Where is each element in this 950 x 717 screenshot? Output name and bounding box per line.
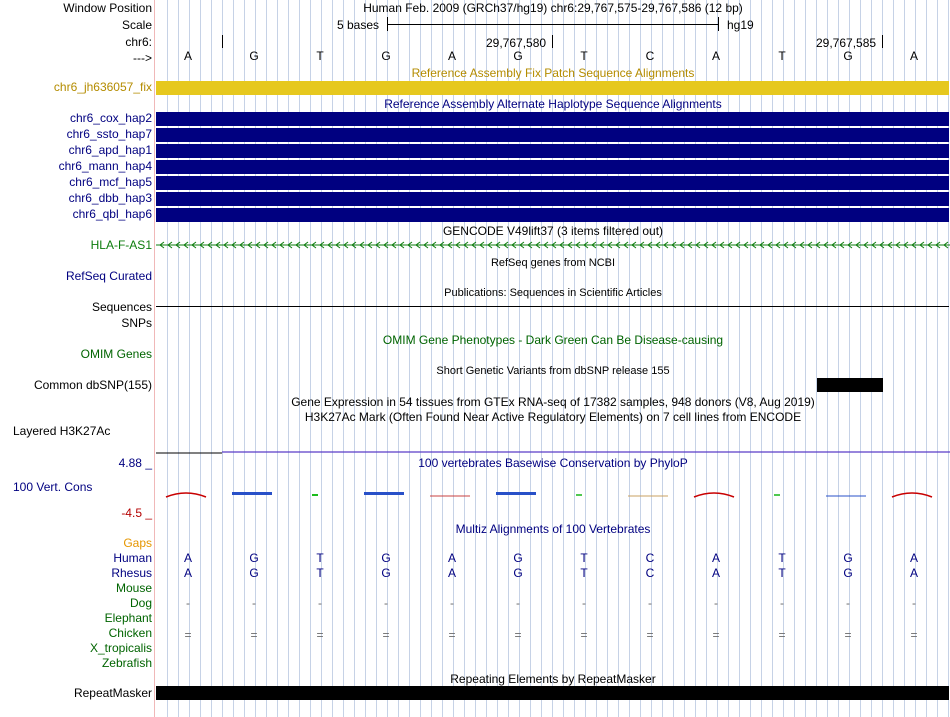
phylop-mark (364, 492, 404, 495)
track-label-vert-cons[interactable]: 100 Vert. Cons (13, 480, 93, 494)
cons-min-label: -4.5 _ (121, 506, 152, 520)
base-letter: G (381, 49, 391, 63)
track-image-area[interactable] (156, 0, 950, 717)
panel-divider (154, 0, 155, 717)
dog-gap: - (450, 596, 454, 610)
human-base: C (645, 551, 655, 565)
rhesus-base: G (381, 566, 391, 580)
chicken-gap: = (712, 628, 720, 642)
hap-alignment-6[interactable] (156, 208, 949, 222)
rhesus-base: A (909, 566, 918, 580)
base-letter: T (580, 49, 588, 63)
track-label-hap-4[interactable]: chr6_mcf_hap5 (69, 175, 152, 189)
base-letter: G (843, 49, 853, 63)
human-base: T (316, 551, 324, 565)
species-label-human: Human (113, 551, 152, 565)
human-base: G (513, 551, 523, 565)
hap-alignment-4[interactable] (156, 176, 949, 190)
rhesus-base: G (843, 566, 853, 580)
hap-alignment-2[interactable] (156, 144, 949, 158)
dog-gap: - (648, 596, 652, 610)
sequences-line (156, 306, 949, 307)
human-base: T (778, 551, 786, 565)
track-label-hap-2[interactable]: chr6_apd_hap1 (68, 143, 152, 157)
rhesus-base: G (249, 566, 259, 580)
base-letter: A (711, 49, 720, 63)
phylop-mark (312, 494, 318, 496)
phylop-mark (576, 494, 582, 496)
ruler-coord-2: 29,767,585 (816, 36, 877, 50)
dog-gap: - (582, 596, 586, 610)
track-label-common-dbsnp[interactable]: Common dbSNP(155) (33, 378, 152, 392)
track-label-sequences[interactable]: Sequences (91, 300, 152, 314)
chicken-gap: = (580, 628, 588, 642)
fix-patch-alignment[interactable] (156, 81, 949, 95)
fix-patch-title: Reference Assembly Fix Patch Sequence Alignments (411, 66, 695, 80)
human-base: G (843, 551, 853, 565)
chicken-gap: = (316, 628, 324, 642)
base-letter: G (249, 49, 259, 63)
cons-max-label: 4.88 _ (118, 456, 152, 470)
human-base: G (381, 551, 391, 565)
species-label-x-tropicalis: X_tropicalis (89, 641, 152, 655)
ruler-tick (882, 35, 883, 48)
species-label-chicken: Chicken (108, 626, 152, 640)
human-base: A (183, 551, 192, 565)
scale-bar (387, 24, 718, 25)
snp-title: Short Genetic Variants from dbSNP release 155 (436, 365, 670, 377)
track-label-repeatmasker[interactable]: RepeatMasker (73, 686, 152, 700)
phylop-conservation-plot[interactable] (156, 485, 950, 505)
window-position-label: Window Position (63, 1, 152, 15)
base-letter: T (778, 49, 786, 63)
phylop-mark (496, 492, 536, 495)
rhesus-base: A (711, 566, 720, 580)
ruler-tick (222, 35, 223, 48)
chicken-gap: = (514, 628, 522, 642)
dog-gap: - (516, 596, 520, 610)
species-label-zebrafish: Zebrafish (101, 656, 152, 670)
base-letter: G (513, 49, 523, 63)
track-label-omim[interactable]: OMIM Genes (80, 347, 152, 361)
rhesus-base: T (580, 566, 588, 580)
strand-arrow-label: ---> (133, 51, 152, 65)
chicken-gap: = (844, 628, 852, 642)
base-letter: C (645, 49, 655, 63)
chicken-gap: = (448, 628, 456, 642)
phylop-mark (774, 494, 780, 496)
dog-gap: - (714, 596, 718, 610)
phylop-mark (892, 493, 932, 497)
rhesus-base: C (645, 566, 655, 580)
repeatmasker-title: Repeating Elements by RepeatMasker (450, 672, 656, 686)
base-letter: T (316, 49, 324, 63)
rhesus-base: T (316, 566, 324, 580)
base-letter: A (447, 49, 456, 63)
dog-gap: - (846, 596, 850, 610)
publications-title: Publications: Sequences in Scientific Articles (444, 287, 662, 299)
track-label-hap-5[interactable]: chr6_dbb_hap3 (68, 191, 152, 205)
omim-title: OMIM Gene Phenotypes - Dark Green Can Be Disease-causing (382, 333, 724, 347)
chicken-gap: = (910, 628, 918, 642)
dog-gap: - (780, 596, 784, 610)
rhesus-base: A (447, 566, 456, 580)
chrom-label: chr6: (125, 35, 152, 49)
track-label-panel (0, 0, 155, 717)
alt-haplotype-title: Reference Assembly Alternate Haplotype Sequence Alignments (384, 97, 722, 111)
position-title: Human Feb. 2009 (GRCh37/hg19) chr6:29,767,575-29,767,586 (12 bp) (363, 1, 743, 15)
species-label-rhesus: Rhesus (111, 566, 152, 580)
track-label-h3k27ac[interactable]: Layered H3K27Ac (13, 424, 111, 438)
gtex-title: Gene Expression in 54 tissues from GTEx RNA-seq of 17382 samples, 948 donors (V8, Aug 2019) (291, 395, 815, 409)
chicken-gap: = (184, 628, 192, 642)
track-label-hap-0[interactable]: chr6_cox_hap2 (69, 111, 152, 125)
phylop-mark (166, 493, 206, 497)
phylop-mark (232, 492, 272, 495)
phylop-title: 100 vertebrates Basewise Conservation by PhyloP (418, 456, 688, 470)
species-label-mouse: Mouse (115, 581, 152, 595)
scale-label: Scale (121, 18, 152, 32)
track-label-hap-6[interactable]: chr6_qbl_hap6 (72, 207, 152, 221)
track-label-hap-3[interactable]: chr6_mann_hap4 (58, 159, 152, 173)
track-label-fix-patch[interactable]: chr6_jh636057_fix (53, 80, 152, 94)
chicken-gap: = (382, 628, 390, 642)
rhesus-base: T (778, 566, 786, 580)
human-base: T (580, 551, 588, 565)
base-letter: A (909, 49, 918, 63)
rhesus-base: G (513, 566, 523, 580)
hap-alignment-5[interactable] (156, 192, 949, 206)
rhesus-base: A (183, 566, 192, 580)
h3k27ac-title: H3K27Ac Mark (Often Found Near Active Regulatory Elements) on 7 cell lines from ENCODE (304, 410, 802, 424)
human-base: G (249, 551, 259, 565)
scale-db-label: hg19 (727, 18, 754, 32)
scale-bar-right-tick (718, 17, 719, 31)
track-label-refseq[interactable]: RefSeq Curated (65, 269, 152, 283)
gencode-title: GENCODE V49lift37 (3 items filtered out) (442, 224, 664, 238)
hap-alignment-3[interactable] (156, 160, 949, 174)
repeat-element[interactable] (156, 686, 949, 700)
ruler-tick (552, 35, 553, 48)
snp-variant[interactable] (817, 378, 883, 392)
species-label-gaps: Gaps (123, 536, 152, 550)
chicken-gap: = (250, 628, 258, 642)
scale-bases-label: 5 bases (337, 18, 380, 32)
human-base: A (711, 551, 720, 565)
chicken-gap: = (778, 628, 786, 642)
track-label-snps[interactable]: SNPs (121, 316, 152, 330)
hap-alignment-0[interactable] (156, 112, 949, 126)
species-label-dog: Dog (129, 596, 152, 610)
multiz-title: Multiz Alignments of 100 Vertebrates (455, 522, 651, 536)
dog-gap: - (252, 596, 256, 610)
hla-f-as1-gene[interactable] (156, 239, 950, 251)
track-label-hla-f-as1[interactable]: HLA-F-AS1 (90, 238, 152, 252)
track-label-hap-1[interactable]: chr6_ssto_hap7 (66, 127, 152, 141)
hap-alignment-1[interactable] (156, 128, 949, 142)
dog-gap: - (318, 596, 322, 610)
human-base: A (447, 551, 456, 565)
dog-gap: - (912, 596, 916, 610)
dog-gap: - (186, 596, 190, 610)
ruler-coord-1: 29,767,580 (486, 36, 547, 50)
phylop-mark (694, 493, 734, 497)
species-label-elephant: Elephant (104, 611, 152, 625)
dog-gap: - (384, 596, 388, 610)
chicken-gap: = (646, 628, 654, 642)
base-letter: A (183, 49, 192, 63)
refseq-title: RefSeq genes from NCBI (490, 257, 616, 269)
human-base: A (909, 551, 918, 565)
